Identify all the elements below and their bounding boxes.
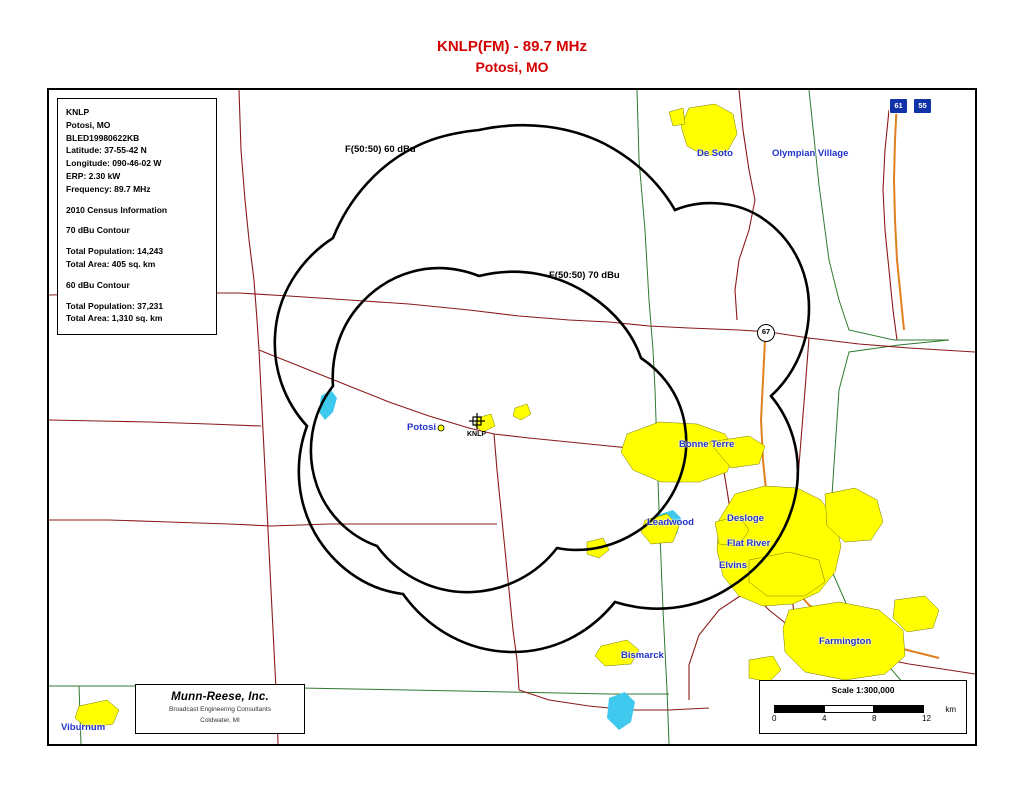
info-longitude: Longitude: 090-46-02 W (66, 158, 162, 169)
scale-bar (774, 705, 924, 713)
info-city: Potosi, MO (66, 119, 111, 130)
city-label-desloge: Desloge (727, 513, 764, 524)
scale-tick-1: 4 (822, 714, 827, 723)
scale-label: Scale 1:300,000 (831, 685, 895, 695)
scale-tick-0: 0 (772, 714, 777, 723)
contour-70-label: F(50:50) 70 dBu (549, 270, 620, 281)
info-census-header: 2010 Census Information (66, 204, 168, 215)
info-spacer-1 (66, 196, 208, 204)
scale-segment-1 (774, 705, 824, 713)
scale-segment-3 (874, 705, 924, 713)
scale-box (759, 680, 967, 734)
info-spacer-3 (66, 237, 208, 245)
company-name: Munn-Reese, Inc. (171, 691, 269, 703)
info-spacer-5 (66, 292, 208, 300)
scale-segment-2 (824, 705, 874, 713)
map-frame[interactable] (47, 88, 977, 746)
contour-60-label: F(50:50) 60 dBu (345, 144, 416, 155)
city-label-viburnum: Viburnum (61, 722, 106, 733)
info-erp: ERP: 2.30 kW (66, 170, 121, 181)
scale-tick-2: 8 (872, 714, 877, 723)
info-call-sign: KNLP (66, 107, 90, 117)
city-label-olympian-village: Olympian Village (772, 148, 849, 159)
station-marker-label: KNLP (467, 431, 487, 438)
company-credit-box (135, 684, 305, 734)
company-line-1: Broadcast Engineering Consultants (169, 706, 271, 713)
city-label-leadwood: Leadwood (647, 517, 694, 528)
info-contour-60-population: Total Population: 37,231 (66, 300, 164, 311)
info-spacer-4 (66, 271, 208, 279)
city-label-potosi: Potosi (407, 422, 437, 433)
contour-70-dbu (311, 268, 686, 592)
city-label-de-soto: De Soto (697, 148, 733, 159)
scale-tick-3: 12 (922, 714, 931, 723)
city-label-bismarck: Bismarck (621, 650, 664, 661)
city-label-flat-river: Flat River (727, 538, 771, 549)
city-label-bonne-terre: Bonne Terre (679, 439, 735, 450)
info-frequency: Frequency: 89.7 MHz (66, 183, 151, 194)
city-label-farmington: Farmington (819, 636, 872, 647)
info-file-number: BLED19980622KB (66, 132, 140, 143)
company-line-2: Coldwater, MI (200, 717, 240, 724)
title-line-2: Potosi, MO (475, 59, 549, 75)
highway-shield-55: 55 (913, 98, 932, 114)
highway-shield-67: 67 (757, 324, 775, 342)
highway-shield-61: 61 (889, 98, 908, 114)
city-label-elvins: Elvins (719, 560, 747, 571)
info-spacer-2 (66, 216, 208, 224)
info-contour-60-area: Total Area: 1,310 sq. km (66, 313, 163, 324)
station-info-box (57, 98, 217, 335)
scale-unit: km (945, 705, 956, 714)
info-contour-60-header: 60 dBu Contour (66, 279, 130, 290)
info-contour-70-header: 70 dBu Contour (66, 225, 130, 236)
info-contour-70-population: Total Population: 14,243 (66, 246, 164, 257)
info-contour-70-area: Total Area: 405 sq. km (66, 258, 156, 269)
page-title (0, 36, 1024, 78)
info-latitude: Latitude: 37-55-42 N (66, 145, 147, 156)
title-line-1: KNLP(FM) - 89.7 MHz (437, 38, 587, 55)
